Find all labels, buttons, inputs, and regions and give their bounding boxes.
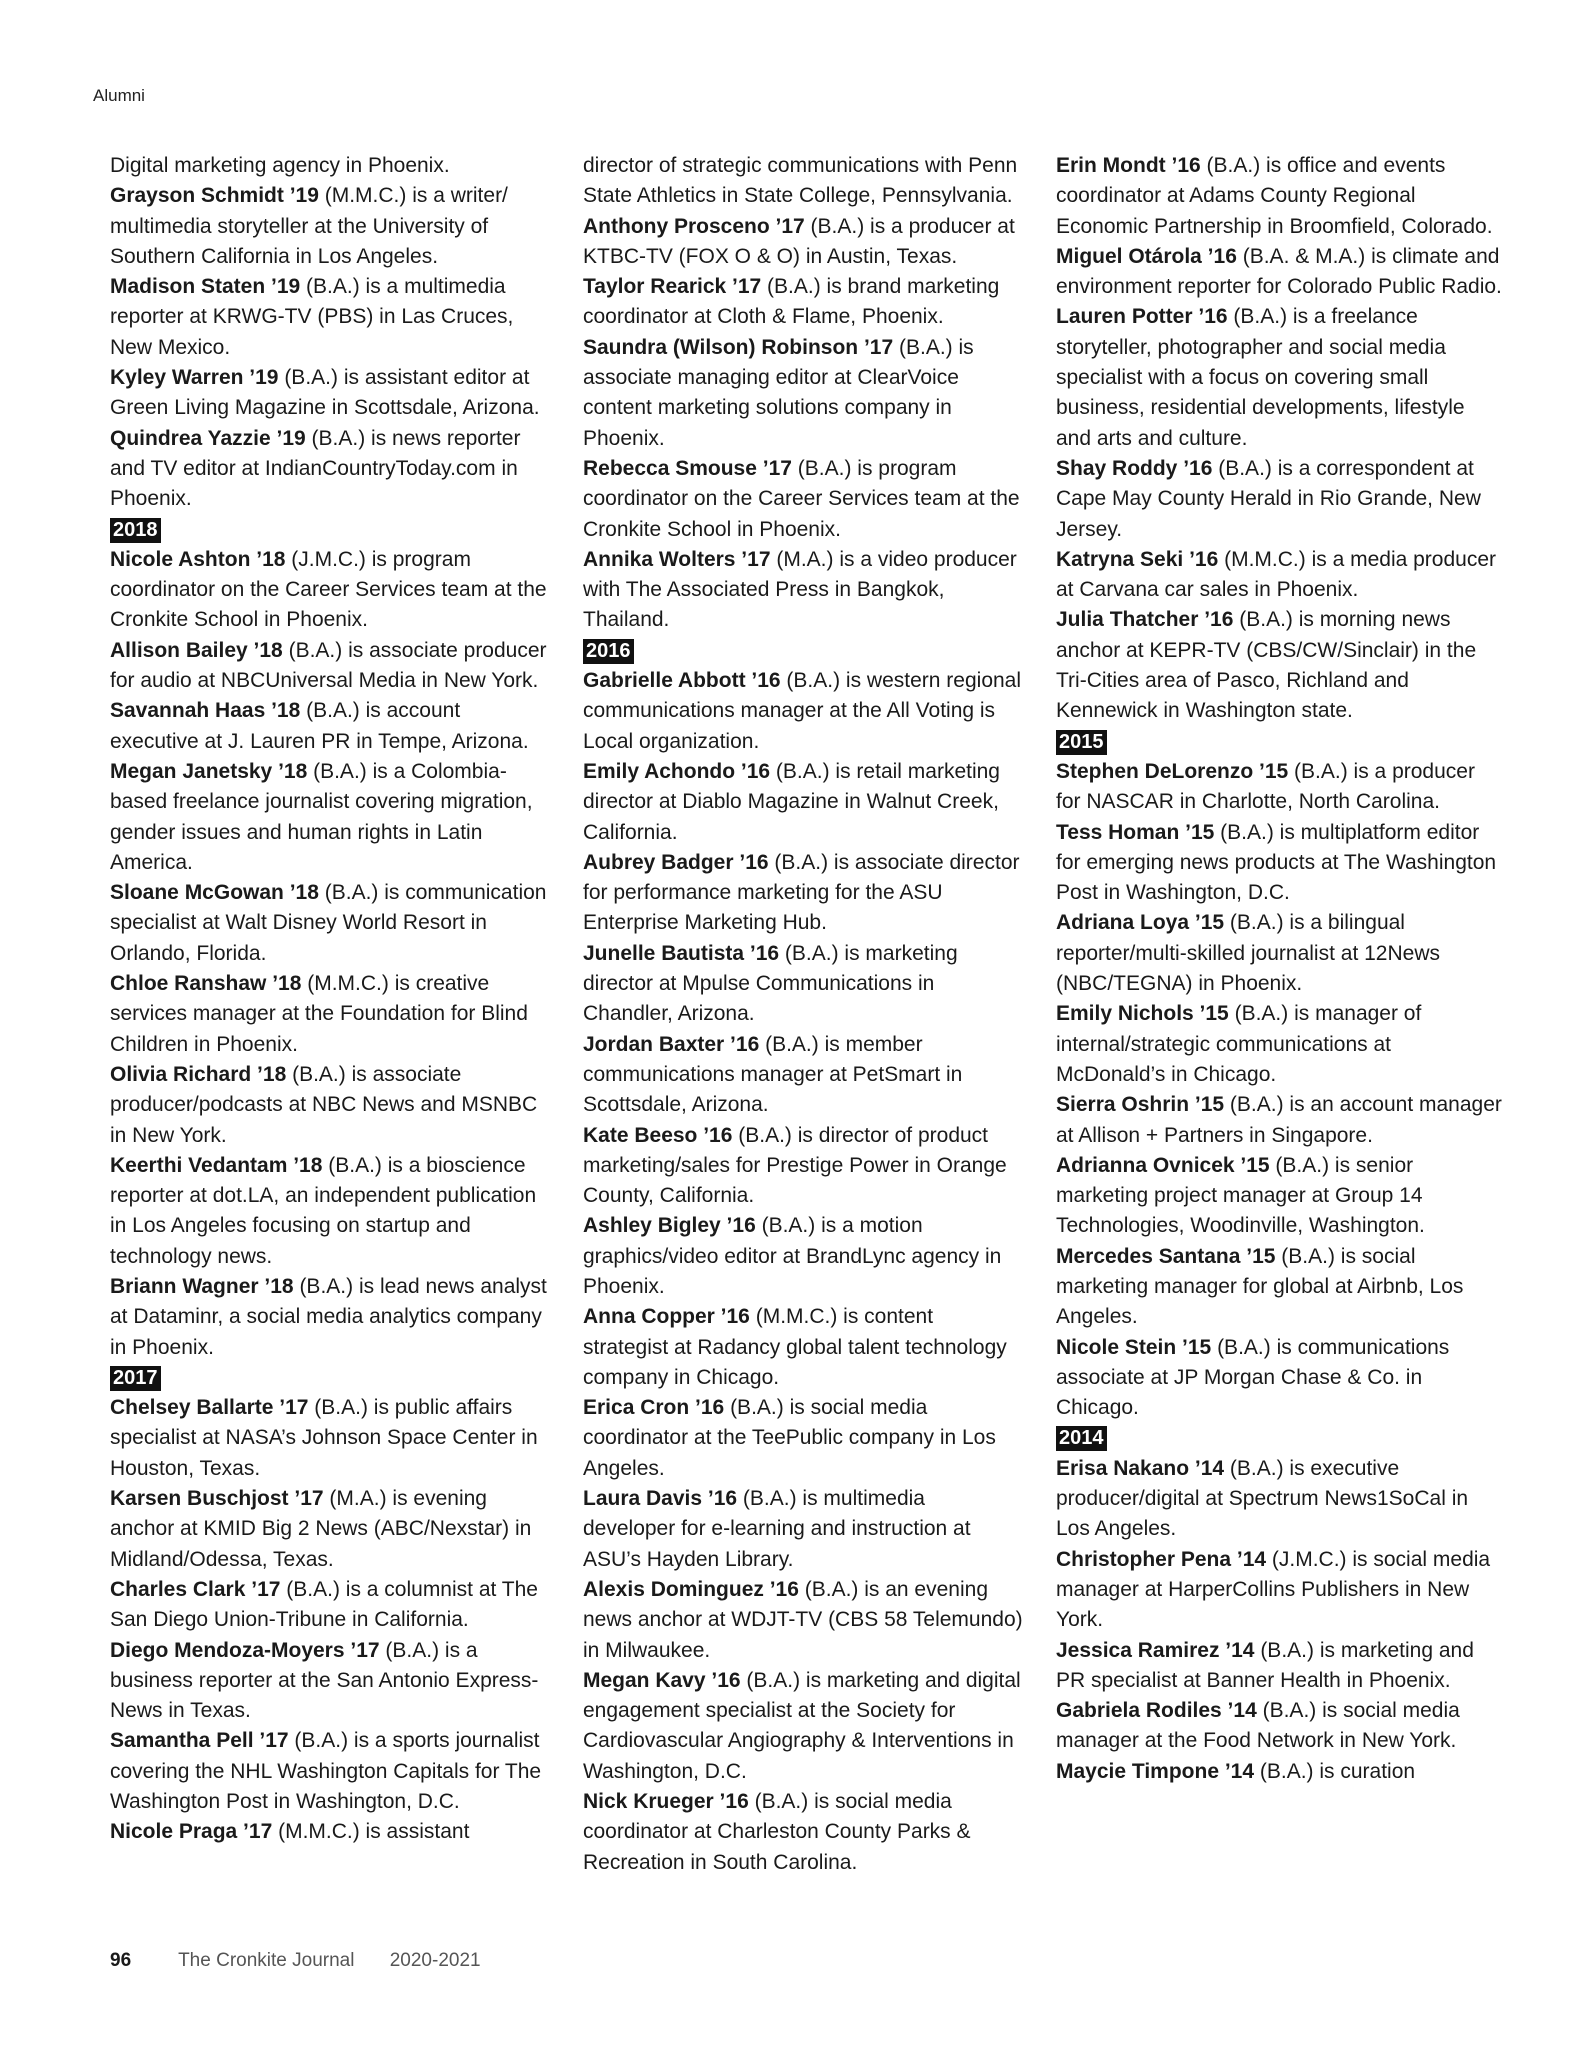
alumni-name: Samantha Pell ’17	[110, 1729, 289, 1753]
alumni-name: Quindrea Yazzie ’19	[110, 426, 306, 450]
alumni-entry	[583, 666, 1023, 757]
alumni-description: (B.A.) is social media coordinator at Charleston County Parks & Recreation in South Carolina.	[583, 1790, 971, 1874]
alumni-description: (B.A.) is office and events coordinator at Adams County Regional Economic Partnership in Broomfield, Colorado.	[1056, 154, 1493, 238]
alumni-description: (B.A.) is associate managing editor at ClearVoice content marketing solutions company in Phoenix.	[583, 335, 974, 450]
alumni-description: (B.A.) is communications associate at JP Morgan Chase & Co. in Chicago.	[1056, 1335, 1450, 1420]
alumni-description: (M.M.C.) is creative services manager at the Foundation for Blind Children in Phoenix.	[110, 972, 528, 1056]
alumni-name: Allison Bailey ’18	[110, 638, 283, 662]
alumni-name: Nicole Praga ’17	[110, 1820, 273, 1844]
alumni-entry	[110, 1393, 550, 1484]
alumni-entry	[583, 1121, 1023, 1212]
alumni-name: Gabrielle Abbott ’16	[583, 669, 781, 693]
alumni-name: Anna Copper ’16	[583, 1305, 750, 1329]
alumni-description: (B.A.) is social media manager at the Food Network in New York.	[1056, 1699, 1460, 1753]
alumni-name: Anthony Prosceno ’17	[583, 214, 805, 238]
alumni-name: Jessica Ramirez ’14	[1056, 1638, 1255, 1662]
alumni-description: (B.A.) is a producer at KTBC-TV (FOX O & O) in Austin, Texas.	[583, 214, 1015, 268]
year-heading-row	[1056, 1423, 1504, 1453]
alumni-description: (B.A.) is curation	[1254, 1759, 1416, 1783]
alumni-name: Sloane McGowan ’18	[110, 881, 319, 905]
alumni-name: Maycie Timpone ’14	[1056, 1759, 1255, 1783]
alumni-description: (M.A.) is a video producer with The Associated Press in Bangkok, Thailand.	[583, 547, 1017, 632]
alumni-entry	[110, 424, 550, 515]
alumni-entry	[1056, 1757, 1504, 1787]
alumni-entry	[1056, 1696, 1504, 1757]
alumni-entry	[110, 636, 550, 697]
alumni-name: Annika Wolters ’17	[583, 547, 771, 571]
alumni-description: (B.A.) is multimedia developer for e-learning and instruction at ASU’s Hayden Library.	[583, 1487, 971, 1571]
alumni-name: Megan Janetsky ’18	[110, 759, 308, 783]
alumni-name: Olivia Richard ’18	[110, 1062, 287, 1086]
alumni-name: Rebecca Smouse ’17	[583, 456, 792, 480]
alumni-name: Emily Achondo ’16	[583, 759, 771, 783]
alumni-name: Nicole Stein ’15	[1056, 1335, 1212, 1359]
alumni-description: (B.A.) is senior marketing project manager at Group 14 Technologies, Woodinville, Washington.	[1056, 1153, 1425, 1238]
alumni-description: (B.A.) is a bioscience reporter at dot.LA, an independent publication in Los Angeles focusing on startup and technology news.	[110, 1153, 537, 1268]
alumni-description: (B.A.) is program coordinator on the Career Services team at the Cronkite School in Phoenix.	[583, 456, 1020, 541]
alumni-name: Erica Cron ’16	[583, 1396, 725, 1420]
alumni-name: Nick Krueger ’16	[583, 1790, 749, 1814]
alumni-entry	[583, 212, 1023, 273]
alumni-entry	[1056, 818, 1504, 909]
alumni-description: (M.M.C.) is a writer/ multimedia storyteller at the University of Southern California in Los Angeles.	[110, 184, 508, 268]
alumni-entry	[583, 1484, 1023, 1575]
alumni-description: (B.A.) is a freelance storyteller, photographer and social media specialist with a focus on covering small business, residential developments, lifestyle and arts and culture.	[1056, 305, 1465, 450]
alumni-entry	[110, 363, 550, 424]
alumni-entry	[110, 969, 550, 1060]
alumni-name: Gabriela Rodiles ’14	[1056, 1699, 1257, 1723]
alumni-description: (B.A.) is news reporter and TV editor at IndianCountryToday.com in Phoenix.	[110, 426, 521, 511]
alumni-name: Jordan Baxter ’16	[583, 1032, 760, 1056]
alumni-name: Sierra Oshrin ’15	[1056, 1093, 1225, 1117]
year-heading-row	[110, 515, 550, 545]
year-heading-row	[583, 636, 1023, 666]
alumni-entry	[110, 1272, 550, 1363]
alumni-entry	[1056, 454, 1504, 545]
alumni-entry	[1056, 151, 1504, 242]
year-heading-row	[1056, 727, 1504, 757]
alumni-description: (B.A.) is brand marketing coordinator at Cloth & Flame, Phoenix.	[583, 275, 1000, 329]
alumni-entry	[1056, 242, 1504, 303]
alumni-name: Erisa Nakano ’14	[1056, 1456, 1225, 1480]
alumni-description: (B.A.) is member communications manager at PetSmart in Scottsdale, Arizona.	[583, 1032, 963, 1117]
alumni-entry	[110, 272, 550, 363]
alumni-entry	[1056, 302, 1504, 453]
alumni-name: Nicole Ashton ’18	[110, 547, 286, 571]
journal-title: The Cronkite Journal	[178, 1950, 355, 1971]
alumni-name: Madison Staten ’19	[110, 275, 301, 299]
alumni-name: Saundra (Wilson) Robinson ’17	[583, 335, 894, 359]
alumni-entry	[110, 1817, 550, 1847]
column-3	[1056, 151, 1504, 1787]
alumni-entry	[583, 1666, 1023, 1787]
alumni-entry	[583, 939, 1023, 1030]
alumni-name: Shay Roddy ’16	[1056, 456, 1213, 480]
alumni-entry	[1056, 605, 1504, 726]
alumni-name: Diego Mendoza-Moyers ’17	[110, 1638, 380, 1662]
alumni-description: (B.A.) is a correspondent at Cape May County Herald in Rio Grande, New Jersey.	[1056, 456, 1481, 541]
alumni-description: (B.A.) is associate producer/podcasts at NBC News and MSNBC in New York.	[110, 1062, 538, 1147]
alumni-entry	[1056, 1454, 1504, 1545]
year-heading: 2014	[1056, 1426, 1107, 1451]
alumni-entry	[1056, 545, 1504, 606]
alumni-name: Kate Beeso ’16	[583, 1123, 733, 1147]
alumni-name: Taylor Rearick ’17	[583, 275, 762, 299]
alumni-description: (B.A.) is manager of internal/strategic communications at McDonald’s in Chicago.	[1056, 1002, 1422, 1086]
alumni-entry	[1056, 1242, 1504, 1333]
alumni-description: (B.A. & M.A.) is climate and environment reporter for Colorado Public Radio.	[1056, 244, 1502, 299]
alumni-name: Tess Homan ’15	[1056, 820, 1215, 844]
alumni-name: Aubrey Badger ’16	[583, 850, 769, 874]
alumni-entry	[110, 878, 550, 969]
alumni-entry	[583, 1211, 1023, 1302]
alumni-description: (B.A.) is a multimedia reporter at KRWG-TV (PBS) in Las Cruces, New Mexico.	[110, 275, 514, 359]
page-footer	[110, 1950, 481, 1972]
alumni-name: Kyley Warren ’19	[110, 366, 279, 390]
alumni-description: (B.A.) is a motion graphics/video editor at BrandLync agency in Phoenix.	[583, 1214, 1002, 1298]
alumni-entry	[110, 1726, 550, 1817]
alumni-entry	[583, 272, 1023, 333]
alumni-description: (B.A.) is an evening news anchor at WDJT-TV (CBS 58 Telemundo) in Milwaukee.	[583, 1577, 1023, 1662]
alumni-description: (B.A.) is assistant editor at Green Living Magazine in Scottsdale, Arizona.	[110, 366, 540, 420]
alumni-name: Mercedes Santana ’15	[1056, 1244, 1276, 1268]
alumni-name: Keerthi Vedantam ’18	[110, 1153, 323, 1177]
alumni-entry	[110, 1484, 550, 1575]
alumni-description: (B.A.) is a producer for NASCAR in Charlotte, North Carolina.	[1056, 759, 1475, 814]
alumni-description: (B.A.) is associate director for performance marketing for the ASU Enterprise Marketing Hub.	[583, 850, 1020, 935]
alumni-entry	[583, 757, 1023, 848]
alumni-description: (B.A.) is social media coordinator at the TeePublic company in Los Angeles.	[583, 1396, 996, 1480]
alumni-entry	[1056, 1151, 1504, 1242]
alumni-description: (B.A.) is associate producer for audio at NBCUniversal Media in New York.	[110, 638, 547, 693]
continued-entry: director of strategic communications with Penn State Athletics in State College, Pennsylvania.	[583, 154, 1018, 208]
alumni-description: (B.A.) is marketing and PR specialist at Banner Health in Phoenix.	[1056, 1638, 1474, 1692]
alumni-description: (B.A.) is executive producer/digital at Spectrum News1SoCal in Los Angeles.	[1056, 1456, 1469, 1541]
alumni-entry	[110, 1575, 550, 1636]
alumni-entry	[1056, 999, 1504, 1090]
alumni-description: (B.A.) is account executive at J. Lauren PR in Tempe, Arizona.	[110, 699, 529, 753]
alumni-entry	[110, 545, 550, 636]
alumni-entry	[1056, 757, 1504, 818]
alumni-entry	[583, 333, 1023, 454]
alumni-description: (J.M.C.) is social media manager at HarperCollins Publishers in New York.	[1056, 1547, 1491, 1632]
alumni-entry	[583, 1302, 1023, 1393]
column-1	[110, 151, 550, 1848]
year-heading: 2017	[110, 1366, 161, 1391]
alumni-name: Laura Davis ’16	[583, 1487, 738, 1511]
alumni-entry	[110, 696, 550, 757]
alumni-name: Stephen DeLorenzo ’15	[1056, 759, 1289, 783]
alumni-name: Lauren Potter ’16	[1056, 305, 1228, 329]
alumni-description: (B.A.) is retail marketing director at Diablo Magazine in Walnut Creek, California.	[583, 759, 1000, 844]
alumni-name: Chelsey Ballarte ’17	[110, 1396, 309, 1420]
alumni-entry	[1056, 1090, 1504, 1151]
alumni-description: (B.A.) is lead news analyst at Dataminr, a social media analytics company in Phoenix.	[110, 1274, 547, 1359]
alumni-name: Savannah Haas ’18	[110, 699, 301, 723]
year-heading: 2018	[110, 518, 161, 543]
alumni-description: (B.A.) is western regional communications manager at the All Voting is Local organization.	[583, 669, 1022, 753]
alumni-name: Ashley Bigley ’16	[583, 1214, 756, 1238]
alumni-entry	[583, 545, 1023, 636]
alumni-description: (B.A.) is morning news anchor at KEPR-TV (CBS/CW/Sinclair) in the Tri-Cities area of Pasco, Richland and Kennewick in Washington state.	[1056, 608, 1477, 723]
alumni-name: Karsen Buschjost ’17	[110, 1487, 324, 1511]
alumni-entry	[1056, 1636, 1504, 1697]
alumni-name: Briann Wagner ’18	[110, 1274, 294, 1298]
page-number: 96	[110, 1950, 132, 1971]
alumni-entry	[583, 454, 1023, 545]
alumni-entry	[110, 757, 550, 878]
alumni-description: (B.A.) is a bilingual reporter/multi-skilled journalist at 12News (NBC/TEGNA) in Phoenix.	[1056, 911, 1440, 996]
journal-years: 2020-2021	[389, 1950, 481, 1971]
alumni-description: (B.A.) is a sports journalist covering the NHL Washington Capitals for The Washington Post in Washington, D.C.	[110, 1729, 542, 1814]
alumni-description: (B.A.) is director of product marketing/sales for Prestige Power in Orange County, California.	[583, 1123, 1007, 1208]
alumni-name: Miguel Otárola ’16	[1056, 244, 1237, 268]
alumni-name: Julia Thatcher ’16	[1056, 608, 1234, 632]
alumni-name: Grayson Schmidt ’19	[110, 184, 319, 208]
alumni-name: Junelle Bautista ’16	[583, 941, 780, 965]
alumni-description: (B.A.) is communication specialist at Walt Disney World Resort in Orlando, Florida.	[110, 881, 547, 965]
alumni-entry	[1056, 908, 1504, 999]
year-heading-row	[110, 1363, 550, 1393]
alumni-entry	[110, 181, 550, 272]
year-heading: 2015	[1056, 730, 1107, 755]
alumni-name: Emily Nichols ’15	[1056, 1002, 1229, 1026]
alumni-description: (B.A.) is marketing director at Mpulse Communications in Chandler, Arizona.	[583, 941, 958, 1026]
alumni-entry	[110, 1636, 550, 1727]
alumni-description: (B.A.) is public affairs specialist at NASA’s Johnson Space Center in Houston, Texas.	[110, 1396, 538, 1480]
alumni-name: Charles Clark ’17	[110, 1577, 281, 1601]
alumni-entry	[583, 848, 1023, 939]
alumni-name: Christopher Pena ’14	[1056, 1547, 1267, 1571]
alumni-description: (M.M.C.) is a media producer at Carvana car sales in Phoenix.	[1056, 547, 1497, 602]
alumni-name: Chloe Ranshaw ’18	[110, 972, 302, 996]
alumni-description: (B.A.) is an account manager at Allison + Partners in Singapore.	[1056, 1093, 1502, 1147]
alumni-entry	[583, 1393, 1023, 1484]
alumni-description: (B.A.) is marketing and digital engagement specialist at the Society for Cardiovascular Angiography & Interventions in Washington, D.C.	[583, 1668, 1021, 1783]
alumni-name: Adriana Loya ’15	[1056, 911, 1225, 935]
alumni-name: Adrianna Ovnicek ’15	[1056, 1153, 1270, 1177]
alumni-entry	[583, 1575, 1023, 1666]
alumni-entry	[110, 1151, 550, 1272]
alumni-name: Megan Kavy ’16	[583, 1668, 741, 1692]
alumni-name: Katryna Seki ’16	[1056, 547, 1219, 571]
alumni-entry	[583, 1787, 1023, 1878]
alumni-description: (B.A.) is multiplatform editor for emerging news products at The Washington Post in Washington, D.C.	[1056, 820, 1497, 905]
alumni-entry	[1056, 1333, 1504, 1424]
alumni-description: (B.A.) is a Colombia-based freelance journalist covering migration, gender issues and human rights in Latin America.	[110, 759, 533, 874]
column-2	[583, 151, 1023, 1878]
alumni-description: (J.M.C.) is program coordinator on the Career Services team at the Cronkite School in Phoenix.	[110, 547, 547, 632]
alumni-description: (B.A.) is social marketing manager for global at Airbnb, Los Angeles.	[1056, 1244, 1464, 1329]
alumni-description: (B.A.) is a business reporter at the San Antonio Express-News in Texas.	[110, 1638, 539, 1723]
alumni-description: (M.M.C.) is assistant	[272, 1820, 470, 1844]
section-label: Alumni	[93, 86, 145, 105]
alumni-description: (M.A.) is evening anchor at KMID Big 2 News (ABC/Nexstar) in Midland/Odessa, Texas.	[110, 1487, 532, 1571]
year-heading: 2016	[583, 639, 634, 664]
continued-entry: Digital marketing agency in Phoenix.	[110, 154, 450, 177]
alumni-name: Erin Mondt ’16	[1056, 154, 1201, 177]
alumni-description: (M.M.C.) is content strategist at Radancy global talent technology company in Chicago.	[583, 1305, 1007, 1389]
alumni-entry	[583, 1030, 1023, 1121]
alumni-entry	[1056, 1545, 1504, 1636]
alumni-name: Alexis Dominguez ’16	[583, 1577, 799, 1601]
alumni-description: (B.A.) is a columnist at The San Diego Union-Tribune in California.	[110, 1577, 538, 1632]
alumni-entry	[110, 1060, 550, 1151]
